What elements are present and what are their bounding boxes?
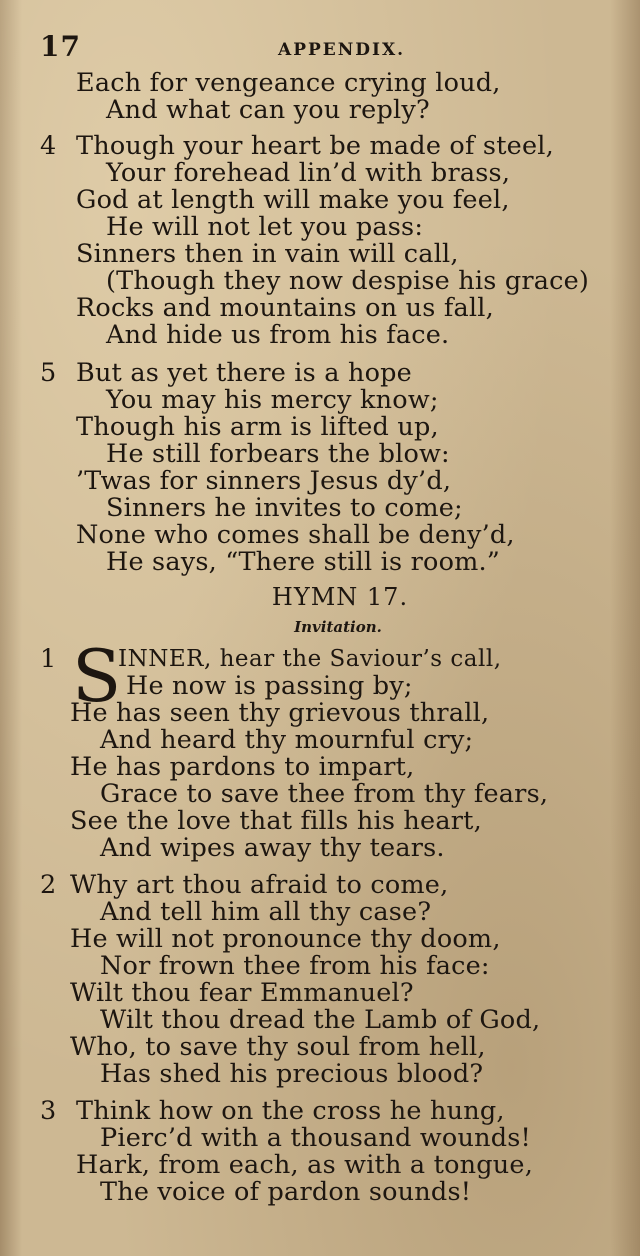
hymn-subtitle: Invitation. xyxy=(294,618,382,636)
verse-line: Though his arm is lifted up, xyxy=(76,412,439,442)
verse-line: Hark, from each, as with a tongue, xyxy=(76,1150,533,1180)
drop-cap: S xyxy=(72,634,122,718)
verse-line: And tell him all thy case? xyxy=(100,897,432,927)
verse-line: Has shed his precious blood? xyxy=(100,1059,484,1089)
verse-line: And wipes away thy tears. xyxy=(100,833,445,863)
verse-line: Think how on the cross he hung, xyxy=(76,1096,505,1126)
continuation-line: Each for vengeance crying loud, xyxy=(76,68,501,98)
verse-number: 2 xyxy=(40,870,57,900)
verse-line: Wilt thou fear Emmanuel? xyxy=(70,978,414,1008)
running-title: APPENDIX. xyxy=(278,40,406,60)
verse-line: Pierc’d with a thousand wounds! xyxy=(100,1123,531,1153)
verse-line: ’Twas for sinners Jesus dy’d, xyxy=(76,466,452,496)
verse-line: Who, to save thy soul from hell, xyxy=(70,1032,486,1062)
verse-line: Rocks and mountains on us fall, xyxy=(76,293,494,323)
verse-line: Sinners then in vain will call, xyxy=(76,239,459,269)
verse-line: The voice of pardon sounds! xyxy=(100,1177,472,1207)
verse-line: Nor frown thee from his face: xyxy=(100,951,490,981)
verse-number: 3 xyxy=(40,1096,57,1126)
verse-line: He will not let you pass: xyxy=(106,212,424,242)
verse-line: He says, “There still is room.” xyxy=(106,547,501,577)
verse-line: God at length will make you feel, xyxy=(76,185,510,215)
verse-line: INNER, hear the Saviour’s call, xyxy=(118,646,502,672)
verse-line: And hide us from his face. xyxy=(106,320,450,350)
verse-line: Wilt thou dread the Lamb of God, xyxy=(100,1005,541,1035)
verse-line: Sinners he invites to come; xyxy=(106,493,463,523)
hymn-title: HYMN 17. xyxy=(271,583,409,611)
verse-line: He still forbears the blow: xyxy=(106,439,450,469)
verse-line: He now is passing by; xyxy=(126,671,413,701)
verse-line: He will not pronounce thy doom, xyxy=(70,924,501,954)
verse-line: But as yet there is a hope xyxy=(76,358,412,388)
verse-line: Your forehead lin’d with brass, xyxy=(106,158,511,188)
verse-line: And heard thy mournful cry; xyxy=(100,725,474,755)
verse-number: 5 xyxy=(40,358,57,388)
verse-number: 4 xyxy=(40,131,57,161)
verse-line: See the love that fills his heart, xyxy=(70,806,482,836)
verse-line: Grace to save thee from thy fears, xyxy=(100,779,549,809)
verse-line: None who comes shall be deny’d, xyxy=(76,520,515,550)
verse-line: (Though they now despise his grace) xyxy=(106,266,590,296)
page-header xyxy=(0,30,640,70)
continuation-line: And what can you reply? xyxy=(106,95,430,125)
page-number: 17 xyxy=(40,30,81,63)
verse-line: He has seen thy grievous thrall, xyxy=(70,698,490,728)
verse-line: Though your heart be made of steel, xyxy=(76,131,554,161)
verse-number: 1 xyxy=(40,644,57,674)
verse-line: You may his mercy know; xyxy=(106,385,439,415)
verse-line: He has pardons to impart, xyxy=(70,752,415,782)
verse-line: Why art thou afraid to come, xyxy=(70,870,449,900)
